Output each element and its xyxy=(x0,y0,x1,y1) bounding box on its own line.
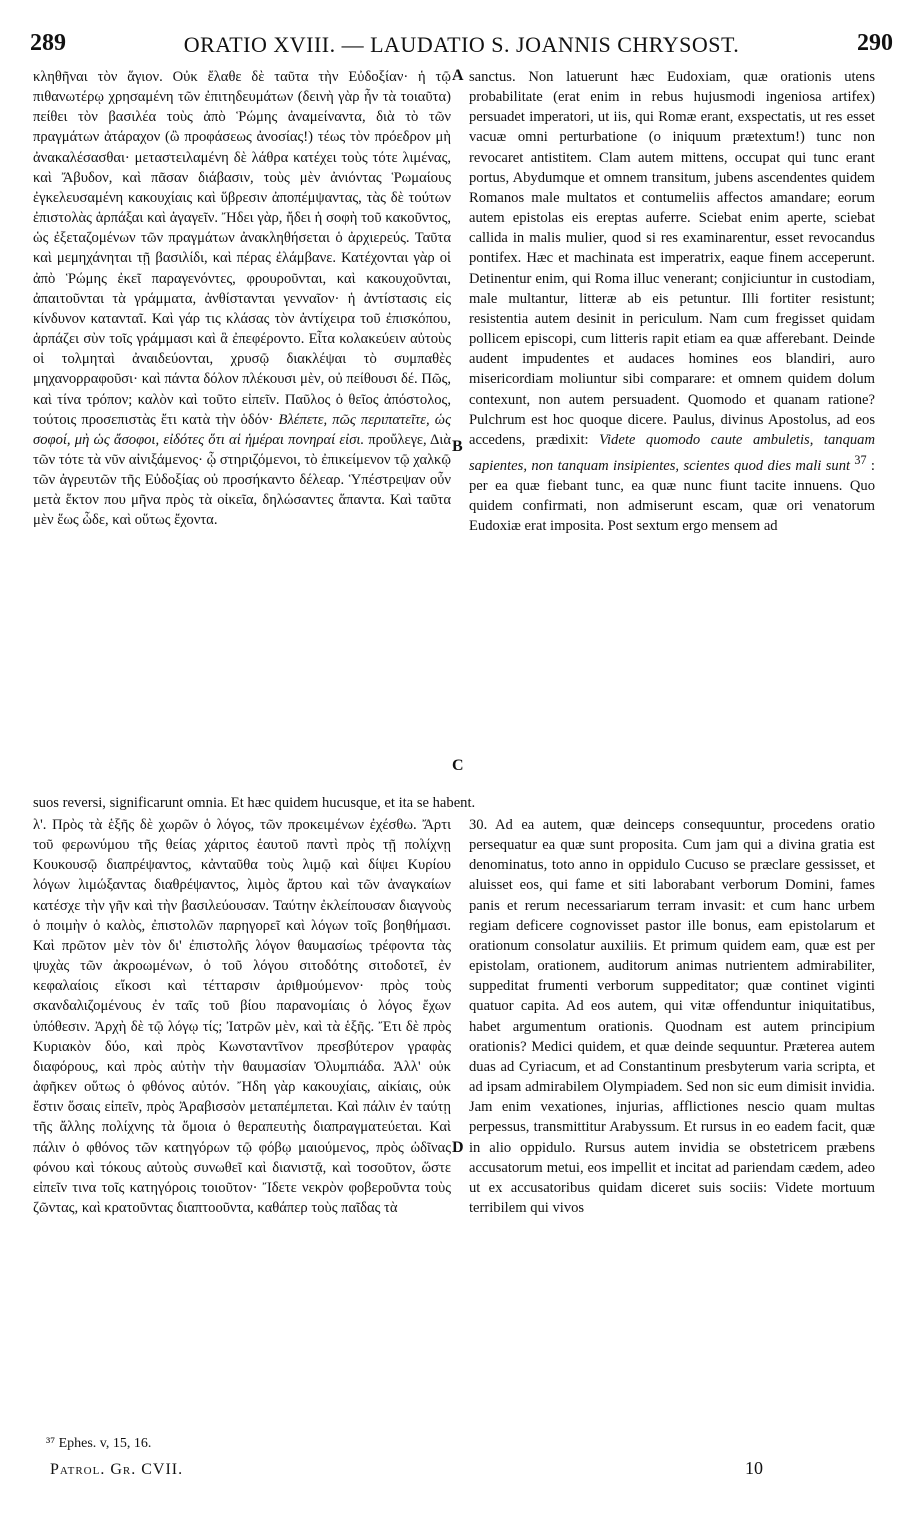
latin-text-top: sanctus. Non latuerunt hæc Eudoxiam, quæ orationis utens probabilitate (erat enim in rebus hujusmodi ingeniosa artifex) persuadet imperatori, ut iis, qui Romæ erant, exspectatis, ut res esset vacuæ omni perturbatione (o iniquum prætextum!) tunc non revocaret antistitem. Clam autem mittens, occupat qui tunc erant portus, Abydumque et omnem transitum, jubens ascendentes quidem Romanos male multatos et contumeliis affectos amandare; eorum autem epistolas eis ereptas auferre. Sciebat enim aperte, sciebat callida in malis mulier, quod si res examinarentur, esset revocandus pontifex. Hæc et machinata est imperatrix, eaque finem acceperunt. Detinentur enim, qui Roma illuc venerant; conjiciuntur in custodiam, male multantur, litteræ ab eis petuntur. Illi fortiter resistunt; resistentia autem desinit in periculum. Nam cum fregisset quidam pollicem episcopi, cum litteris rapit etiam ea quæ afferebant. Deinde audent impudentes et audaces homines eos blandiri, auro misericordiam moliuntur sibi comparare: et omnem quidem dolum contexunt, non autem persuadent. Quomodo et quanam ratione? Pulchrum est hoc quoque dicere. Paulus, divinus Apostolus, ad eos accedens, prædixit: xyxy=(469,69,875,448)
margin-marker-c: C xyxy=(452,757,464,774)
greek-text-top-end: Διὰ τῶν τότε τὰ νῦν αἰνιξάμενος· ᾧ στηριζόμενοι, τὸ ἐπικείμενον τῷ χαλκῷ τῶν ἀγρευτῶν τῆς Εὐδοξίας οὐ προσήκαντο δέλεαρ. Ὑπέστρεψαν οὖν μετὰ ἕκτον που μῆνα πρὸς τὰ οἰκεῖα, δηλώσαντες ἅπαντα. Καὶ ταῦτα μὲν ἕως ὧδε, καὶ οὕτως ἔχοντα. xyxy=(33,431,451,529)
latin-quote: Videte quomodo caute ambuletis, tanquam sapientes, non tanquam insipientes, scientes quod dies mali sunt xyxy=(469,431,876,474)
latin-column-bottom xyxy=(469,815,875,1218)
right-page-number: 290 xyxy=(857,30,893,56)
signature-mark: Patrol. Gr. CVII. xyxy=(50,1461,184,1478)
greek-text-top: κληθῆναι τὸν ἅγιον. Οὐκ ἔλαθε δὲ ταῦτα τὴν Εὐδοξίαν· ἡ τῷ πιθανωτέρῳ χρησαμένη τῶν ἐπιτηδευμάτων (δεινὴ γὰρ ἦν τὰ τοιαῦτα) πείθει τὸν βασιλέα τοὺς ἀπὸ Ῥώμης ἀναμείναντα, διὰ τὸ τῶν πραγμάτων ἀτάραχον (ὢ προφάσεως ἀνοσίας!) τέως τὸν πρόεδρον μὴ ἀνακαλέσασθαι· μεταστειλαμένη δὲ λάθρα κατέχει τοὺς τότε λιμένας, καὶ Ἄβυδον, καὶ πᾶσαν διάβασιν, τοὺς μὲν ἀνιόντας Ῥωμαίους ἐγκελευσαμένη κακουχίαις καὶ ὕβρεσιν ἀποπέμψαντας, τὰς δὲ τούτων ἐπιστολὰς ἁρπάξαι καὶ ἀγαγεῖν. Ἤδει γὰρ, ἤδει ἡ σοφὴ τοῦ κακοῦντος, ὡς ἐξεταζομένων τῶν πραγμάτων ἀνακληθήσεται ὁ ἀρχιερεύς. Ταῦτα καὶ μεμηχάνηται τῇ βασιλίδι, καὶ πέρας ἐλάμβανε. Κατέχονται γὰρ οἱ ἀπὸ Ῥώμης ἐκεῖ παραγενόντες, φρουροῦνται, καὶ κακουχοῦνται, ἀπαιτοῦνται τὰ γράμματα, ἀνθίστανται γενναῖον· ἡ ἀντίστασις εἰς κίνδυνον κατανταῖ. Καὶ γάρ τις κλάσας τὸν ἀντίχειρα τοῦ ἐπισκόπου, ἁρπάζει σὺν τοῖς γράμμασι καὶ ἃ ἐπεφέροντο. Εἶτα κολακεύειν αὐτοὺς οἱ τολμηταὶ ἀναιδεύονται, χρυσῷ διακλέψαι τὸ συμπαθὲς μηχανορραφοῦσι· καὶ πάντα δόλον πλέκουσι μὲν, οὐ πείθουσι δέ. Πῶς, καὶ τίνα τρόπον; καλὸν καὶ τοῦτο εἰπεῖν. Παῦλος ὁ θεῖος ἀπόστολος, τούτοις προσεπιστὰς ἔτι κατὰ τὴν ὁδόν· xyxy=(33,69,451,428)
footnote: ³⁷ Ephes. v, 15, 16. xyxy=(46,1436,152,1451)
greek-quote: Βλέπετε, πῶς περιπατεῖτε, ὡς σοφοί, μὴ ὡς ἄσοφοι, εἰδότες ὅτι αἱ ἡμέραι πονηραί εἰσι. xyxy=(33,411,451,448)
greek-column-top xyxy=(33,67,451,531)
greek-quote-verb: προὔλεγε, xyxy=(368,431,427,448)
latin-column-top xyxy=(469,67,875,536)
latin-text-top-end: : per ea quæ fiebant tunc, ea quæ nunc fiunt tacite innuens. Quo quidem confirmati, non admiserunt escam, quæ ori venatorum Eudoxiæ erat imposita. Post sextum ergo mensem ad xyxy=(469,457,875,535)
margin-marker-a: A xyxy=(452,67,464,84)
sheet-number: 10 xyxy=(745,1458,763,1478)
latin-paragraph-top xyxy=(469,67,875,536)
margin-marker-d: D xyxy=(452,1139,464,1156)
greek-paragraph-bottom: λ'. Πρὸς τὰ ἑξῆς δὲ χωρῶν ὁ λόγος, τῶν προκειμένων ἐχέσθω. Ἄρτι τοῦ φερωνύμου τῆς θείας χάριτος ἑαυτοῦ παντὶ πρὸς τῇ πολίχνῃ Κουκουσῷ διαπρέψαντος, κἀνταῦθα τοὺς λιμῷ καὶ δίψει Κυρίου λόγων λιμώξαντας διαθρέψαντος, λιμὸς ἄρτου καὶ τῶν ἀναγκαίων κατέσχε τὴν γῆν καὶ τὴν βασιλεύουσαν. Ταύτην ἐκλείπουσαν διαγνοὺς ὁ ποιμὴν ὁ καλὸς, ἐπιστολῶν παρηγορεῖ καὶ λόγων τοῖς βοηθήμασι. Καὶ πρῶτον μὲν τὸν δι' ἐπιστολῆς λόγον θαυμασίως τρέφοντα τὰς ψυχὰς τῶν ἀκροωμένων, ὁ τοῦ λόγου σιτοδότης σιτοδοτεῖ, ἐν κεφαλαίοις εἴκοσι καὶ τέτταρσιν ἀριθμούμενον· πρὸς τοὺς σκανδαλιζομένους ἐν ταῖς τοῦ βίου παρανομίαις ὁ λόγος ἔχων ὑπόθεσιν. Ἀρχὴ δὲ τῷ λόγῳ τίς; Ἰατρῶν μὲν, καὶ τὰ ἑξῆς. Ἔτι δὲ πρὸς Κυριακὸν δύο, καὶ πρὸς Κωνσταντῖνον πρεσβύτερον γραφὰς διαφόρους, καὶ πρὸς αὐτὴν τὴν θαυμασίαν Ὀλυμπιάδα. Ἀλλ' οὐκ ἀφῆκεν οὕτως ὁ φθόνος αὐτόν. Ἤδη γὰρ κακουχίαις, αἰκίαις, οὐκ ἔστιν ὅσαις εἰπεῖν, πρὸς Ἀραβισσὸν μεταπέμπεται. Καὶ πάλιν ἐν ταύτῃ τῆς ἄλλης πολίχνης τὰ ὅμοια ὁ θεραπευτὴς διαπραγματεύεται. Καὶ πάλιν ὁ φθόνος τῶν κατηγόρων τῷ φόβῳ μαιούμενος, πρὸς ὠδῖνας φόνου καὶ τόκους αὐτοὺς συνωθεῖ καὶ διανιστᾷ, καὶ τοσοῦτον, ὥστε εἰπεῖν τινα τοῖς κατηγόροις τοιοῦτον· Ἴδετε νεκρὸν φοβεροῦντα τοὺς ζῶντας, καὶ κρατοῦντας διαπτοοῦντα, καθάπερ τοὺς παῖδας τὰ xyxy=(33,817,451,1216)
left-page-number: 289 xyxy=(30,30,66,56)
running-title: ORATIO XVIII. — LAUDATIO S. JOANNIS CHRYSOST. xyxy=(183,32,740,57)
margin-marker-b: B xyxy=(452,438,463,455)
footnote-ref: 37 xyxy=(854,452,867,467)
running-header xyxy=(30,30,893,66)
full-width-line: suos reversi, significarunt omnia. Et hæc quidem hucusque, et ita se habent. xyxy=(33,795,476,811)
greek-paragraph-top xyxy=(33,67,451,531)
greek-column-bottom xyxy=(33,815,451,1218)
latin-paragraph-bottom: 30. Ad ea autem, quæ deinceps consequuntur, procedens oratio persequatur ea quæ sunt proposita. Cum jam qui a divina gratia est denominatus, toto anno in oppidulo Cucuso se præclare gessisset, et aluisset eos, qui fame et siti laborabant verborum Domini, fames panis et rerum necessariarum terram invasit: et cum hanc urbem regiam deficere cognovisset pastor ille bonus, eam epistolarum et orationum consolatur auxiliis. Et primum quidem eam, quæ est per epistolam, orationem, auditorum animas nutrientem admirabiliter, suppeditat frumenti verborum suppeditator; quæ continet viginti quatuor capita. Ad eos autem, qui vitæ offenduntur iniquitatibus, habet argumentum orationis. Quodnam est autem principium orationis? Medici quidem, et quæ deinde sequuntur. Præterea autem duas ad Cyriacum, et ad Constantinum presbyterum varia scripta, et ad ipsam admirabilem Olympiadem. Sed non sic eum dimisit invidia. Jam enim vexationes, injurias, afflictiones nescio quam multas perpessus, transmittitur Arabyssum. Et rursus in eo eadem facit, quæ in alio oppidulo. Rursus autem invidia se obstetricem præbens accusatorum metui, eos impellit et incitat ad pariendam cædem, adeo ut ex accusatoribus quidam diceret suis sociis: Videte mortuum terribilem qui vivos xyxy=(469,817,875,1216)
